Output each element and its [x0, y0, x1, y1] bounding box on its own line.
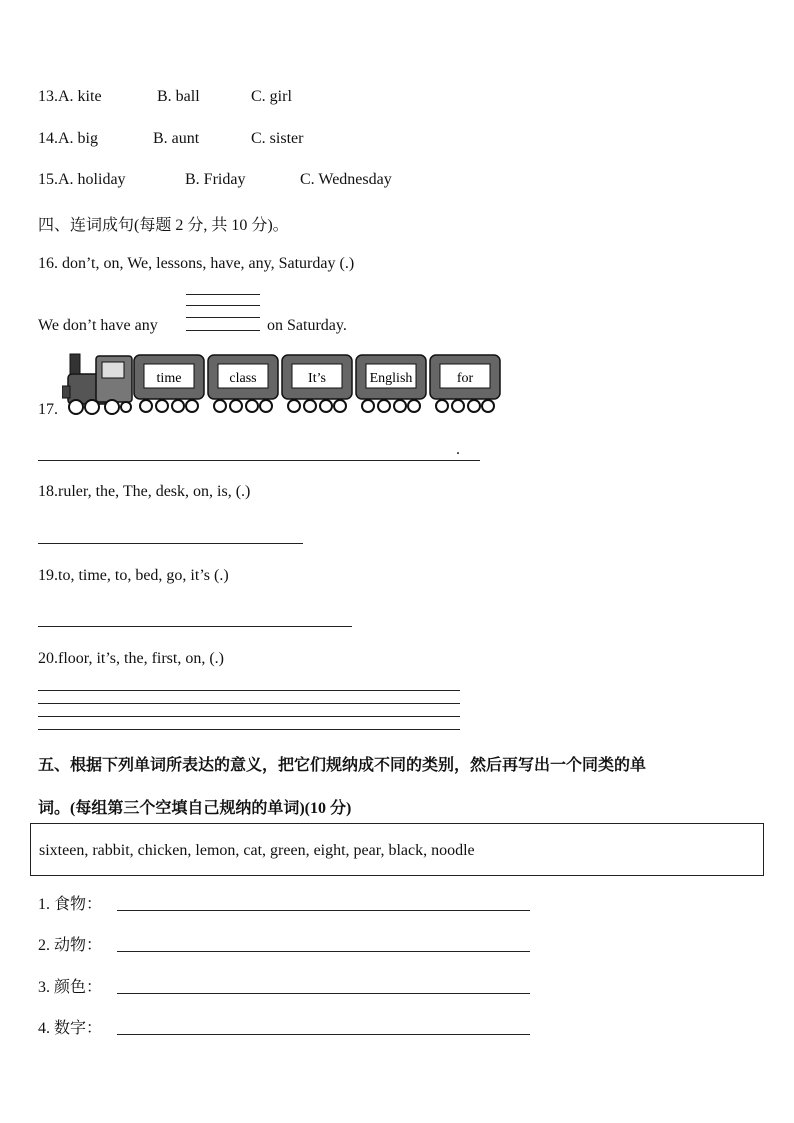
train-car-2 [208, 355, 278, 412]
answer-line[interactable] [186, 317, 260, 318]
answer-line[interactable] [117, 1034, 530, 1035]
answer-line[interactable] [186, 305, 260, 306]
answer-line[interactable] [186, 330, 260, 331]
train-word-picture [62, 352, 502, 416]
question-19-prompt: 19.to, time, to, bed, go, it’s (.) [38, 567, 229, 584]
category-label-colors: 3. 颜色： [38, 979, 103, 996]
question-16-answer-suffix: on Saturday. [267, 317, 347, 334]
train-car-4 [356, 355, 426, 412]
word-list: sixteen, rabbit, chicken, lemon, cat, green, eight, pear, black, noodle [39, 842, 475, 859]
option-b: B. ball [157, 88, 200, 105]
word-card: time [156, 371, 182, 386]
answer-line[interactable] [38, 703, 460, 704]
answer-line[interactable] [38, 543, 303, 544]
train-car-1 [134, 355, 204, 412]
answer-line[interactable] [117, 951, 530, 952]
category-label-numbers: 4. 数字： [38, 1020, 103, 1037]
question-number: 13. [38, 88, 58, 105]
question-17-number: 17. [38, 401, 58, 418]
option-b: B. aunt [153, 130, 200, 147]
answer-line[interactable] [38, 716, 460, 717]
question-20-prompt: 20.floor, it’s, the, first, on, (.) [38, 650, 224, 667]
answer-line[interactable] [117, 910, 530, 911]
word-card: English [369, 371, 413, 386]
option-a: A. kite [58, 88, 102, 105]
option-c: C. sister [251, 130, 304, 147]
option-c: C. girl [251, 88, 292, 105]
word-card: It’s [308, 371, 326, 386]
question-15 [38, 171, 126, 189]
train-car-5 [430, 355, 500, 412]
section-4-title: 四、连词成句(每题 2 分, 共 10 分)。 [38, 217, 289, 234]
word-card: class [229, 371, 257, 386]
question-16-answer-prefix: We don’t have any [38, 317, 158, 334]
answer-line[interactable] [117, 993, 530, 994]
answer-line[interactable] [38, 626, 352, 627]
question-17-end-mark: . [456, 441, 460, 458]
answer-line[interactable] [38, 460, 480, 461]
option-a: A. big [58, 130, 98, 147]
train-car-3 [282, 355, 352, 412]
locomotive-icon [62, 354, 132, 414]
question-13 [38, 88, 102, 106]
section-5-title-line-2: 词。(每组第三个空填自己规纳的单词)(10 分) [38, 800, 352, 817]
question-18-prompt: 18.ruler, the, The, desk, on, is, (.) [38, 483, 251, 500]
option-b: B. Friday [185, 171, 246, 188]
category-label-food: 1. 食物： [38, 896, 103, 913]
option-a: A. holiday [58, 171, 126, 188]
question-number: 15. [38, 171, 58, 188]
word-list-box [30, 823, 764, 876]
word-card: for [456, 371, 474, 386]
question-number: 14. [38, 130, 58, 147]
answer-line[interactable] [38, 690, 460, 691]
category-label-animals: 2. 动物： [38, 937, 103, 954]
section-5-title-line-1: 五、根据下列单词所表达的意义，把它们规纳成不同的类别，然后再写出一个同类的单 [38, 757, 647, 774]
question-16-prompt: 16. don’t, on, We, lessons, have, any, Saturday (.) [38, 255, 355, 272]
answer-line[interactable] [186, 294, 260, 295]
answer-line[interactable] [38, 729, 460, 730]
question-14 [38, 130, 98, 148]
option-c: C. Wednesday [300, 171, 392, 188]
